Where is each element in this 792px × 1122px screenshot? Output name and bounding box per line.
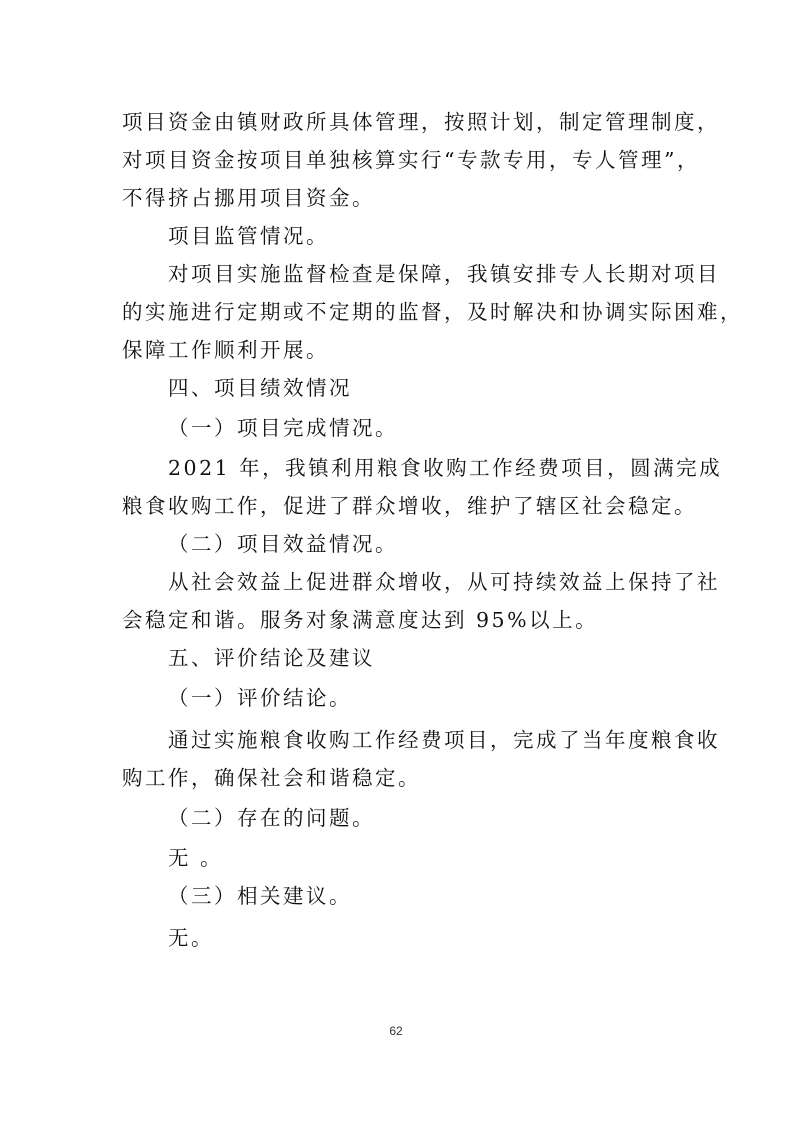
subsection-heading: （三）相关建议。 <box>168 884 352 908</box>
paragraph-line: 项目资金由镇财政所具体管理，按照计划，制定管理制度， <box>122 110 720 134</box>
page-number: 62 <box>389 1024 403 1038</box>
paragraph-line: 的实施进行定期或不定期的监督，及时解决和协调实际困难， <box>122 300 743 324</box>
paragraph-line: 无。 <box>168 926 214 950</box>
paragraph-line: 保障工作顺利开展。 <box>122 338 329 362</box>
paragraph-line: 通过实施粮食收购工作经费项目，完成了当年度粮食收 <box>168 728 720 752</box>
paragraph-line: 会稳定和谐。服务对象满意度达到 95%以上。 <box>122 608 599 632</box>
section-heading: 五、评价结论及建议 <box>168 646 375 670</box>
paragraph-line: 2021 年，我镇利用粮食收购工作经费项目，圆满完成 <box>168 456 723 480</box>
subsection-heading: （二）项目效益情况。 <box>168 532 398 556</box>
section-heading: 项目监管情况。 <box>168 224 329 248</box>
paragraph-line: 不得挤占挪用项目资金。 <box>122 186 375 210</box>
paragraph-line: 对项目资金按项目单独核算实行“专款专用，专人管理”， <box>122 148 700 172</box>
paragraph-line: 从社会效益上促进群众增收，从可持续效益上保持了社 <box>168 570 720 594</box>
paragraph-line: 购工作，确保社会和谐稳定。 <box>122 766 421 790</box>
paragraph-line: 对项目实施监督检查是保障，我镇安排专人长期对项目 <box>168 262 720 286</box>
subsection-heading: （一）评价结论。 <box>168 686 352 710</box>
section-heading: 四、项目绩效情况 <box>168 376 352 400</box>
paragraph-line: 无 。 <box>168 846 224 870</box>
subsection-heading: （二）存在的问题。 <box>168 806 375 830</box>
paragraph-line: 粮食收购工作，促进了群众增收，维护了辖区社会稳定。 <box>122 494 697 518</box>
subsection-heading: （一）项目完成情况。 <box>168 416 398 440</box>
